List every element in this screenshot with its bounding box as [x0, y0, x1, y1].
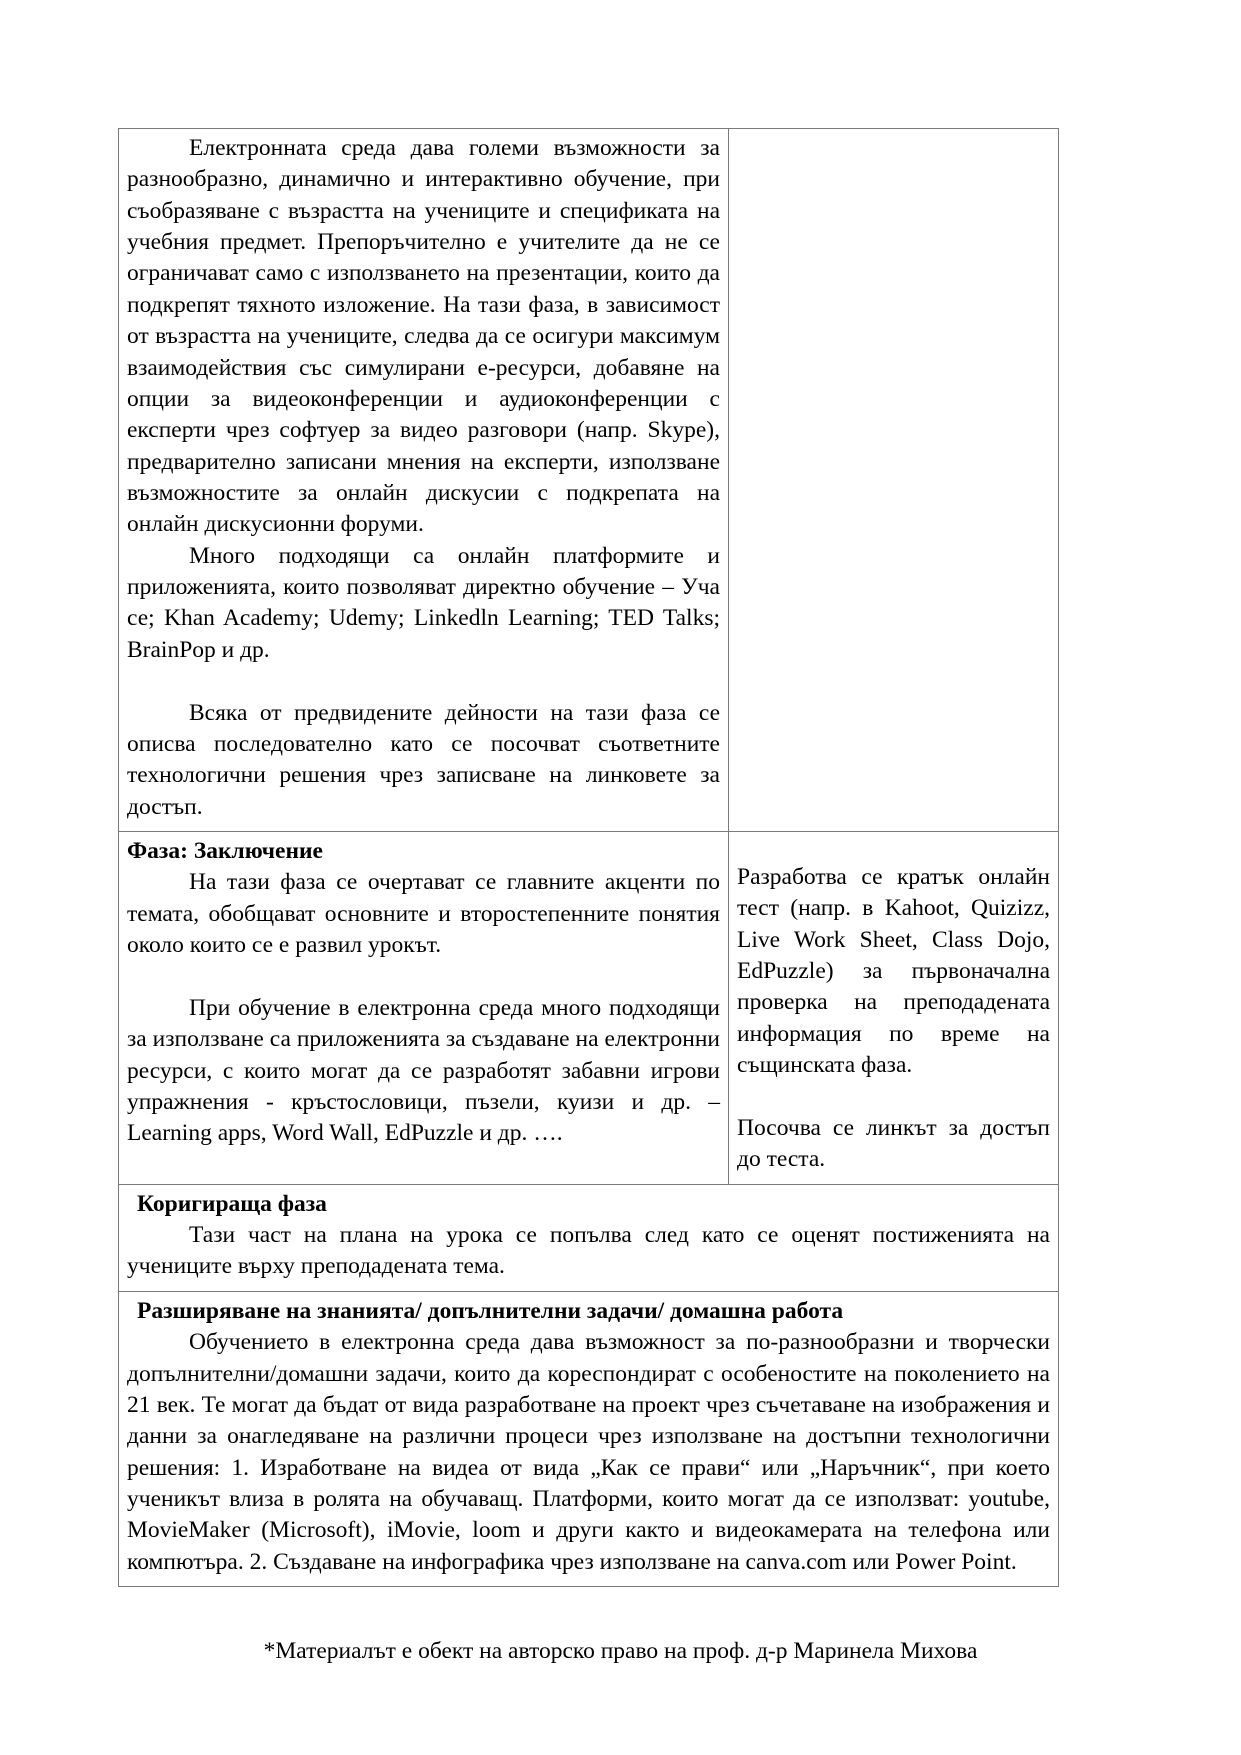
conclusion-phase-right-cell — [729, 832, 1059, 1185]
table-row — [119, 1291, 1059, 1586]
table-row — [119, 832, 1059, 1185]
activity-phase-left-cell — [119, 129, 729, 832]
activity-paragraph-3: Всяка от предвидените дейности на тази фаза се описва последователно като се посочват съответните технологични решения чрез записване на линковете за достъп. — [127, 699, 720, 820]
conclusion-paragraph-1: На тази фаза се очертават се главните акценти по темата, обобщават основните и второстепенните понятия около които се е развил урокът. — [127, 869, 720, 959]
conclusion-paragraph-2: При обучение в електронна среда много подходящи за използване са приложенията за създаване на електронни ресурси, с които могат да се разработят забавни игрови упражнения - кръстословици, пъзели, куизи и др. – Learning apps, Word Wall, EdPuzzle и др. …. — [127, 994, 720, 1147]
corrective-phase-cell — [119, 1184, 1059, 1291]
extension-cell — [119, 1291, 1059, 1586]
extension-paragraph: Обучението в електронна среда дава възможност за по-разнообразни и творчески допълнителни/домашни задачи, които да кореспондират с особеностите на поколението на 21 век. Те могат да бъдат от вида разработване на проект чрез съчетаване на изображения и данни за онагледяване на различни процеси чрез използване на достъпни технологични решения: 1. Изработване на видеа от вида „Как се прави“ или „Наръчник“, при което ученикът влиза в ролята на обучаващ. Платформи, които могат да се използват: youtube, MovieMaker (Microsoft), iMovie, loom и други както и видеокамерата на телефона или компютъра. 2. Създаване на инфографика чрез използване на canva.com или Power Point. — [127, 1329, 1050, 1575]
activity-paragraph-1: Електронната среда дава големи възможности за разнообразно, динамично и интерактивно обучение, при съобразяване с възрастта на учениците и спецификата на учебния предмет. Препоръчително е учителите да не се ограничават само с използването на презентации, които да подкрепят тяхното изложение. На тази фаза, в зависимост от възрастта на учениците, следва да се осигури максимум взаимодействия със симулирани е-ресурси, добавяне на опции за видеоконференции и аудиоконференции с експерти чрез софтуер за видео разговори (напр. Skype), предварително записани мнения на експерти, използване възможностите за онлайн дискусии с подкрепата на онлайн дискусионни форуми. — [127, 135, 720, 538]
conclusion-phase-heading: Фаза: Заключение — [127, 838, 323, 865]
table-row — [119, 129, 1059, 832]
activity-paragraph-2: Много подходящи са онлайн платформите и приложенията, които позволяват директно обучение – Уча се; Khan Academy; Udemy; Linkedln Learning; TED Talks; BrainPop и др. — [127, 542, 720, 663]
conclusion-right-content — [737, 862, 1050, 1176]
conclusion-phase-left-cell — [119, 832, 729, 1185]
conclusion-right-paragraph-2: Посочва се линкът за достъп до теста. — [737, 1115, 1050, 1173]
corrective-phase-paragraph: Тази част на плана на урока се попълва след като се оценят постиженията на учениците върху преподадената тема. — [127, 1222, 1050, 1280]
corrective-phase-heading: Коригираща фаза — [137, 1190, 327, 1217]
table-row — [119, 1184, 1059, 1291]
conclusion-right-paragraph-1: Разработва се кратък онлайн тест (напр. в Kahoot, Quizizz, Live Work Sheet, Class Dojo, EdPuzzle) за първоначална проверка на преподадената информация по време на същинската фаза. — [737, 864, 1050, 1079]
copyright-footer-note: *Материалът е обект на авторско право на проф. д-р Маринела Михова — [263, 1638, 978, 1664]
extension-heading: Разширяване на знанията/ допълнителни задачи/ домашна работа — [137, 1297, 844, 1324]
activity-phase-right-cell — [729, 129, 1059, 832]
lesson-plan-table — [118, 128, 1059, 1587]
